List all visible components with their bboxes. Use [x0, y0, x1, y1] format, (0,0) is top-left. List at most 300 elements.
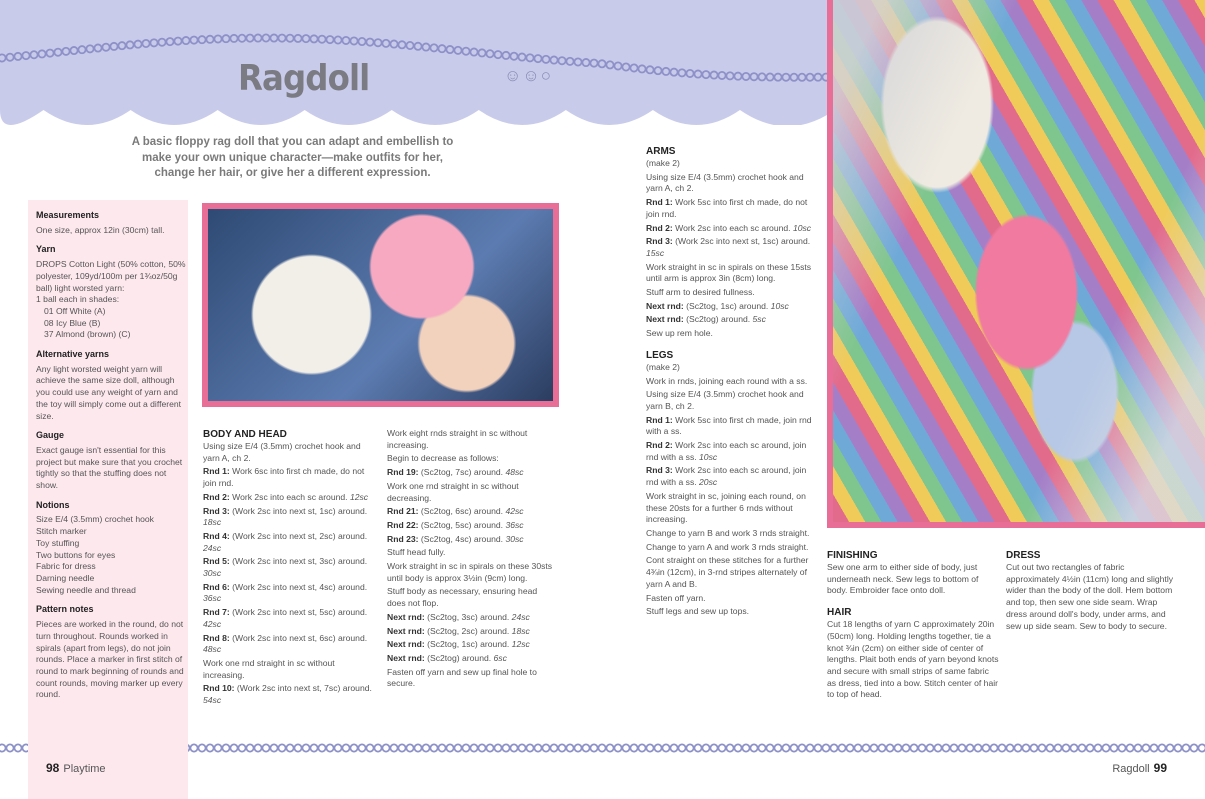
sidebar-heading: Yarn — [36, 244, 56, 255]
bead — [14, 744, 21, 751]
bead — [662, 744, 669, 751]
instruction — [1006, 562, 1176, 632]
sidebar-heading: Alternative yarns — [36, 349, 110, 360]
sidebar-line: One size, approx 12in (30cm) tall. — [36, 224, 165, 235]
bead — [598, 744, 605, 751]
bead — [830, 744, 837, 751]
bead — [470, 744, 477, 751]
bead — [430, 744, 437, 751]
bead — [1118, 744, 1125, 751]
pattern-round — [646, 301, 816, 313]
stitch-count: 18sc — [511, 625, 530, 636]
sidebar-line: Size E/4 (3.5mm) crochet hook — [36, 514, 154, 525]
sidebar-line: DROPS Cotton Light (50% cotton, 50% polyester, 109yd/100m per 1¾oz/50g ball) light worsted yarn: — [36, 259, 186, 293]
bead — [1190, 744, 1197, 751]
bead — [846, 744, 853, 751]
instruction-text: (Work 2sc into next st, 5sc) around. — [229, 607, 368, 618]
yarn-shade: 01 Off White (A) — [44, 305, 106, 316]
bead — [1182, 744, 1189, 751]
bead — [1054, 744, 1061, 751]
instruction-text: Work one rnd straight in sc without increasing. — [203, 657, 335, 680]
bead — [998, 744, 1005, 751]
sidebar-heading: Measurements — [36, 210, 100, 220]
pattern-round — [646, 314, 816, 326]
bead — [414, 744, 421, 751]
bead — [886, 744, 893, 751]
instruction-text: (Sc2tog) around. — [424, 652, 494, 663]
pattern-round — [203, 531, 375, 554]
bead — [230, 744, 237, 751]
bead — [878, 744, 885, 751]
bead — [246, 744, 253, 751]
instruction-text: Work 2sc into each sc around, join rnd with a ss. — [646, 440, 807, 462]
instruction-text: Work straight in sc in spirals on these 15sts until arm is approx 3in (8cm) long. — [646, 261, 812, 284]
pattern-round — [387, 534, 557, 546]
bead — [1126, 744, 1133, 751]
instruction-text: Work 2sc into each sc around. — [672, 222, 793, 233]
bead — [726, 744, 733, 751]
bead — [254, 744, 261, 751]
stitch-count: 42sc — [505, 506, 524, 517]
instruction-text: Work eight rnds straight in sc without increasing. — [387, 428, 528, 450]
header-banner — [0, 0, 827, 125]
bead — [670, 744, 677, 751]
stitch-count: 48sc — [203, 644, 222, 655]
sidebar-line: Toy stuffing — [36, 537, 80, 548]
bead — [374, 744, 381, 751]
bead — [518, 744, 525, 751]
instruction-text: (Sc2tog, 1sc) around. — [424, 639, 512, 650]
materials-list — [36, 210, 186, 701]
instruction-text: Stuff body as necessary, ensuring head does not flop. — [387, 586, 538, 609]
pattern-round — [203, 466, 375, 489]
pattern-round — [203, 607, 375, 630]
sidebar-line: 1 ball each in shades: — [36, 294, 120, 305]
stitch-count: 12sc — [349, 491, 369, 502]
column-finishing-hair — [827, 550, 999, 701]
bead — [870, 744, 877, 751]
bead — [190, 744, 197, 751]
instruction-text: (make 2) — [646, 158, 680, 168]
bead — [950, 744, 957, 751]
instruction-text: (Work 2sc into next st, 7sc) around. — [234, 683, 372, 694]
bead — [966, 744, 973, 751]
instruction-text: (Work 2sc into next st, 4sc) around. — [229, 581, 368, 592]
bead — [766, 744, 773, 751]
instruction-text: Work 5sc into first ch made, do not join rnd. — [646, 197, 808, 219]
instruction-text: Stuff arm to desired fullness. — [646, 287, 755, 298]
stitch-count: 10sc — [699, 451, 718, 462]
bead — [454, 744, 461, 751]
stitch-count: 36sc — [203, 593, 222, 604]
bead — [1198, 744, 1205, 751]
instruction-text: Sew up rem hole. — [646, 328, 713, 339]
bead — [510, 744, 517, 751]
instruction — [827, 619, 999, 701]
instruction — [646, 555, 816, 590]
instruction — [646, 528, 816, 540]
section-name: Playtime — [63, 763, 106, 775]
bead — [262, 744, 269, 751]
intro-text: A basic floppy rag doll that you can adapt and embellish to make your own unique character—make outfits for her, change her hair, or give her a different expression. — [131, 136, 454, 179]
sidebar-heading: Pattern notes — [36, 604, 94, 615]
instruction — [646, 328, 816, 340]
round-label: Rnd 10: — [203, 683, 235, 694]
bead — [742, 744, 749, 751]
round-label: Rnd 3: — [646, 236, 673, 247]
pattern-round — [646, 223, 816, 235]
pattern-round — [646, 415, 816, 438]
round-label: Next rnd: — [387, 625, 425, 636]
round-label: Next rnd: — [387, 652, 425, 663]
stitch-count: 24sc — [203, 542, 222, 553]
round-label: Rnd 4: — [203, 530, 230, 541]
instruction — [646, 542, 816, 554]
pattern-round — [646, 236, 816, 259]
photo-finished-doll — [827, 0, 1205, 528]
stitch-count: 5sc — [752, 314, 766, 325]
instruction-text: Work 2sc into each sc around, join rnd with a ss. — [646, 465, 807, 488]
section-heading: ARMS — [646, 146, 676, 157]
instruction-text: (Sc2tog, 6sc) around. — [418, 506, 506, 517]
bead — [582, 744, 589, 751]
instruction — [646, 262, 816, 285]
instruction-text: (Sc2tog, 7sc) around. — [418, 467, 506, 478]
bead — [630, 744, 637, 751]
bead — [278, 744, 285, 751]
round-label: Rnd 1: — [203, 466, 230, 477]
bead — [750, 744, 757, 751]
instruction-text: (Sc2tog) around. — [683, 314, 753, 325]
bead — [814, 744, 821, 751]
instruction-text: (make 2) — [646, 361, 680, 372]
bead — [806, 744, 813, 751]
sidebar-line: Fabric for dress — [36, 561, 96, 572]
bead — [942, 744, 949, 751]
bead — [1102, 744, 1109, 751]
stitch-count: 36sc — [505, 519, 524, 530]
bead — [1094, 744, 1101, 751]
stitch-count: 54sc — [203, 695, 222, 706]
instruction-text: Fasten off yarn. — [646, 592, 706, 603]
bead — [566, 744, 573, 751]
column-body-continued — [387, 428, 557, 690]
instruction — [827, 562, 999, 597]
yarn-shade: 37 Almond (brown) (C) — [44, 329, 131, 340]
bead — [1166, 744, 1173, 751]
footer-right — [1112, 761, 1167, 775]
bead — [390, 744, 397, 751]
pattern-round — [387, 506, 557, 518]
bead — [318, 744, 325, 751]
pattern-round — [203, 683, 375, 706]
round-label: Rnd 8: — [203, 632, 230, 643]
instruction-text: (Sc2tog, 4sc) around. — [418, 533, 506, 544]
round-label: Next rnd: — [387, 639, 425, 650]
column-body-and-head — [203, 429, 375, 707]
section-heading: HAIR — [827, 607, 852, 619]
bead — [366, 744, 373, 751]
bead — [926, 744, 933, 751]
instruction — [387, 586, 557, 609]
bead — [614, 744, 621, 751]
instruction-text: Work 2sc into each sc around. — [229, 491, 350, 502]
bead — [1110, 744, 1117, 751]
bead — [1006, 744, 1013, 751]
sidebar-line: Stitch marker — [36, 526, 87, 537]
bead — [910, 744, 917, 751]
photo-sewing-dress — [202, 203, 559, 407]
pattern-round — [646, 197, 816, 220]
bead — [550, 744, 557, 751]
bead — [718, 744, 725, 751]
stitch-count: 10sc — [770, 300, 789, 311]
stitch-count: 6sc — [493, 652, 507, 663]
bead — [1174, 744, 1181, 751]
bead — [638, 744, 645, 751]
instruction — [646, 172, 816, 195]
sidebar-line: Pieces are worked in the round, do not turn throughout. Rounds worked in spirals (apart from legs), do not join rounds. Place a marker in first stitch of round to mark beginning of rounds and count rounds, moving marker up every round. — [36, 619, 184, 700]
stitch-count: 24sc — [511, 611, 530, 622]
round-label: Rnd 22: — [387, 519, 419, 530]
bead — [782, 744, 789, 751]
bead — [574, 744, 581, 751]
bead — [902, 744, 909, 751]
instruction-text: (Work 2sc into next st, 1sc) around. — [229, 505, 368, 516]
bead — [398, 744, 405, 751]
round-label: Rnd 23: — [387, 533, 419, 544]
bead — [1014, 744, 1021, 751]
stitch-count: 30sc — [203, 568, 222, 579]
instruction-text: (Work 2sc into next st, 3sc) around. — [229, 556, 368, 567]
round-label: Rnd 19: — [387, 467, 419, 478]
pattern-round — [387, 612, 557, 624]
sidebar-line: Any light worsted weight yarn will achieve the same size doll, although you could use any weight of yarn and the toy will simply come out a different size. — [36, 363, 182, 421]
pattern-round — [387, 639, 557, 651]
pattern-round — [203, 582, 375, 605]
bead — [822, 744, 829, 751]
bead — [270, 744, 277, 751]
bead — [1022, 744, 1029, 751]
bead — [1038, 744, 1045, 751]
bead — [542, 744, 549, 751]
bead — [646, 744, 653, 751]
instruction — [387, 453, 557, 465]
instruction — [387, 428, 557, 451]
instruction-text: Work in rnds, joining each round with a ss. — [646, 375, 808, 386]
section-heading: BODY AND HEAD — [203, 429, 287, 440]
round-label: Rnd 1: — [646, 414, 673, 425]
stitch-count: 48sc — [505, 467, 524, 478]
instruction-text: Change to yarn A and work 3 rnds straight. — [646, 541, 809, 552]
instruction — [646, 593, 816, 605]
bead — [438, 744, 445, 751]
bead — [406, 744, 413, 751]
bead — [6, 744, 13, 751]
bead — [198, 744, 205, 751]
instruction — [646, 606, 816, 618]
bead — [798, 744, 805, 751]
sidebar-line: Sewing needle and thread — [36, 584, 136, 595]
instruction-text: (Work 2sc into next st, 6sc) around. — [229, 632, 368, 643]
bead — [1150, 744, 1157, 751]
bead — [790, 744, 797, 751]
stitch-count: 18sc — [203, 517, 222, 528]
bead — [974, 744, 981, 751]
section-heading: LEGS — [646, 349, 674, 361]
bead — [758, 744, 765, 751]
footer-left — [46, 761, 106, 775]
instruction-text: Using size E/4 (3.5mm) crochet hook and yarn B, ch 2. — [646, 389, 804, 411]
bead — [350, 744, 357, 751]
bead — [1046, 744, 1053, 751]
sidebar-line: Darning needle — [36, 572, 95, 583]
instruction-text: Work straight in sc, joining each round, on these 20sts for a further 6 rnds without increasing. — [646, 490, 806, 525]
column-arms-legs — [646, 146, 816, 618]
pattern-round — [387, 467, 557, 479]
instruction-text: (Sc2tog, 5sc) around. — [418, 519, 506, 530]
section-heading: FINISHING — [827, 550, 878, 561]
bead — [222, 744, 229, 751]
bead — [990, 744, 997, 751]
round-label: Rnd 3: — [203, 505, 230, 516]
doll-photo-image — [208, 209, 553, 401]
instruction-text: (Sc2tog, 2sc) around. — [424, 625, 512, 636]
instruction-text: Work 6sc into first ch made, do not join rnd. — [203, 466, 365, 489]
sidebar-heading: Notions — [36, 499, 70, 510]
instruction-text: Change to yarn B and work 3 rnds straight. — [646, 527, 810, 538]
bead — [358, 744, 365, 751]
bead — [526, 744, 533, 751]
page-title: Ragdoll — [238, 58, 370, 99]
bead — [342, 744, 349, 751]
round-label: Rnd 21: — [387, 506, 419, 517]
bead — [734, 744, 741, 751]
bead — [894, 744, 901, 751]
yarn-shade: 08 Icy Blue (B) — [44, 317, 101, 328]
pattern-round — [387, 653, 557, 665]
bead — [838, 744, 845, 751]
bead — [702, 744, 709, 751]
instruction — [203, 658, 375, 681]
pattern-round — [387, 626, 557, 638]
bead — [334, 744, 341, 751]
bead — [1134, 744, 1141, 751]
round-label: Rnd 2: — [646, 440, 673, 451]
instruction — [387, 667, 557, 690]
sidebar-line: Two buttons for eyes — [36, 549, 116, 560]
pattern-round — [203, 633, 375, 656]
instruction-text: Sew one arm to either side of body, just underneath neck. Sew legs to bottom of body. Embroider face onto doll. — [827, 562, 979, 596]
column-dress — [1006, 550, 1176, 632]
bead — [534, 744, 541, 751]
bead — [302, 744, 309, 751]
instruction — [646, 362, 816, 374]
bead — [686, 744, 693, 751]
bead — [1062, 744, 1069, 751]
bead — [462, 744, 469, 751]
bead — [1086, 744, 1093, 751]
bead — [710, 744, 717, 751]
instruction-text: (Work 2sc into next st, 1sc) around. — [672, 236, 811, 247]
bead — [478, 744, 485, 751]
bead — [494, 744, 501, 751]
instruction-text: Using size E/4 (3.5mm) crochet hook and yarn A, ch 2. — [646, 171, 804, 194]
bead — [694, 744, 701, 751]
bead — [1070, 744, 1077, 751]
stitch-count: 12sc — [511, 639, 530, 650]
bead — [958, 744, 965, 751]
page-number: 98 — [46, 761, 60, 775]
instruction-text: Stuff legs and sew up tops. — [646, 606, 750, 617]
instruction-text: Using size E/4 (3.5mm) crochet hook and yarn A, ch 2. — [203, 441, 361, 463]
bead — [654, 744, 661, 751]
bead — [678, 744, 685, 751]
sidebar-heading: Gauge — [36, 430, 65, 441]
instruction-text: Work one rnd straight in sc without decreasing. — [387, 480, 519, 503]
bead — [1142, 744, 1149, 751]
instruction-text: Cut 18 lengths of yarn C approximately 20in (50cm) long. Holding lengths together, tie a knot ¾in (2cm) on either side of center of lengths. Plait both ends of yarn beyond knots and secure with small strips of same fabric as dress, tied into a bow. Stitch center of hair to top of head. — [827, 619, 999, 700]
instruction-text: Stuff head fully. — [387, 547, 446, 558]
round-label: Next rnd: — [646, 300, 684, 311]
bead — [502, 744, 509, 751]
stitch-count: 15sc — [646, 247, 665, 258]
bead — [422, 744, 429, 751]
stitch-count: 10sc — [792, 222, 812, 233]
round-label: Next rnd: — [646, 314, 684, 325]
pattern-round — [203, 556, 375, 579]
page-number: 99 — [1153, 761, 1167, 775]
instruction-text: (Work 2sc into next st, 2sc) around. — [229, 530, 368, 541]
pattern-round — [646, 465, 816, 488]
bead — [206, 744, 213, 751]
bead — [622, 744, 629, 751]
instruction-text: (Sc2tog, 1sc) around. — [683, 300, 771, 311]
round-label: Rnd 2: — [646, 222, 673, 233]
instruction — [387, 561, 557, 584]
stitch-count: 20sc — [699, 477, 718, 488]
instruction — [387, 481, 557, 504]
sidebar-line: Exact gauge isn't essential for this project but make sure that you crochet tightly so that the stuffing does not show. — [36, 444, 183, 491]
bead — [310, 744, 317, 751]
round-label: Rnd 6: — [203, 581, 230, 592]
instruction-text: Cut out two rectangles of fabric approximately 4½in (11cm) long and slightly wider than the body of the doll. Hem bottom and top, then sew one side seam. Wrap dress around doll's body, under arms, and sew up side seam. Sew to body to secure. — [1006, 562, 1174, 631]
skill-level-icon: ☺☺○ — [504, 66, 552, 85]
bead — [0, 744, 6, 751]
instruction-text: Work 5sc into first ch made, join rnd with a ss. — [646, 414, 812, 437]
bead — [446, 744, 453, 751]
round-label: Rnd 1: — [646, 197, 673, 208]
bead — [486, 744, 493, 751]
instruction-text: (Sc2tog, 3sc) around. — [424, 611, 512, 622]
instruction-text: Cont straight on these stitches for a further 4¾in (12cm), in 3-rnd stripes alternately of yarn A and B. — [646, 555, 809, 589]
instruction — [646, 389, 816, 412]
instruction-text: Work straight in sc in spirals on these 30sts until body is approx 3½in (9cm) long. — [387, 561, 553, 583]
bead — [918, 744, 925, 751]
pattern-round — [646, 440, 816, 463]
instruction — [387, 547, 557, 559]
bead — [774, 744, 781, 751]
pattern-round — [203, 506, 375, 529]
instruction — [646, 287, 816, 299]
section-name: Ragdoll — [1112, 763, 1150, 775]
bead — [862, 744, 869, 751]
round-label: Rnd 2: — [203, 491, 230, 502]
section-heading: DRESS — [1006, 550, 1041, 561]
instruction — [646, 376, 816, 388]
pattern-round — [203, 492, 375, 504]
bead — [1158, 744, 1165, 751]
